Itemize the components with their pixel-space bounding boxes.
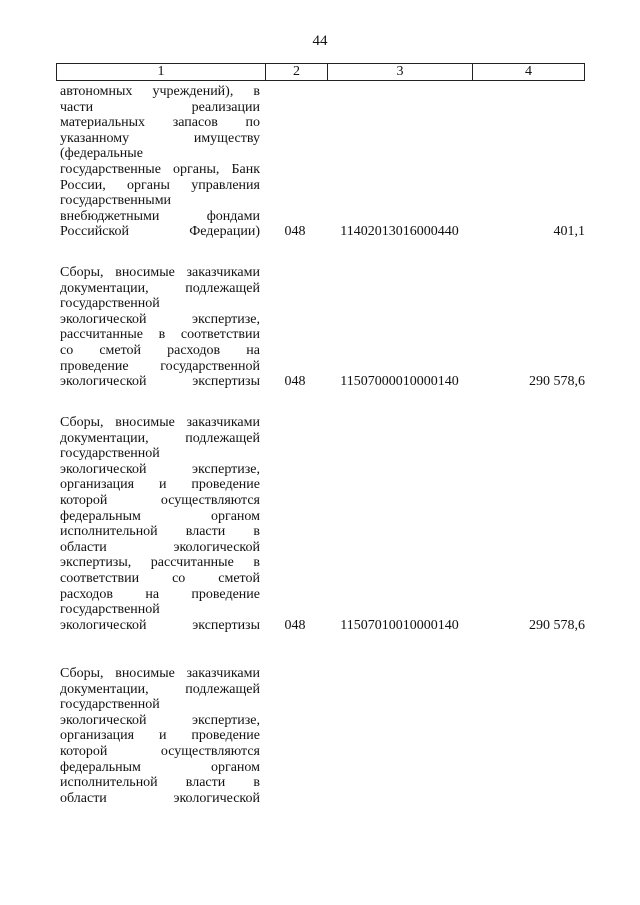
header-col-4: 4 (525, 64, 532, 79)
description-line: государственной (60, 602, 160, 618)
description-line: экологической экспертизе, (60, 311, 260, 327)
description-line: экспертизы, рассчитанные в (60, 555, 260, 571)
description-line: государственной (60, 446, 160, 462)
description-line: документации, подлежащей (60, 280, 260, 296)
description-line: государственными (60, 193, 172, 209)
description-line: области экологической (60, 539, 260, 555)
row-sum: 401,1 (553, 224, 585, 240)
description-line: проведение государственной (60, 358, 260, 374)
description-line: указанному имуществу (60, 130, 260, 146)
description-line: федеральным органом (60, 759, 260, 775)
description-line: со сметой расходов на (60, 342, 260, 358)
description-line: документации, подлежащей (60, 681, 260, 697)
row-sum: 290 578,6 (529, 617, 585, 633)
description-line: материальных запасов по (60, 115, 260, 131)
row-description (60, 265, 260, 390)
table-header (56, 63, 585, 81)
description-line: внебюджетными фондами (60, 208, 260, 224)
description-line: соответствии со сметой (60, 570, 260, 586)
description-line: которой осуществляются (60, 743, 260, 759)
description-line: Сборы, вносимые заказчиками (60, 415, 260, 430)
description-line: части реализации (60, 99, 260, 115)
description-line: государственной (60, 697, 160, 713)
description-line: Сборы, вносимые заказчиками (60, 666, 260, 681)
header-col-3: 3 (328, 64, 473, 80)
header-col-1: 1 (57, 64, 266, 80)
row-sum: 290 578,6 (529, 374, 585, 390)
description-line: государственной (60, 296, 160, 312)
description-line: автономных учреждений), в (60, 84, 260, 99)
header-col-2: 2 (266, 64, 328, 80)
description-line: экологической экспертизы (60, 617, 260, 633)
table-row (60, 415, 590, 633)
row-code: 048 (284, 617, 306, 633)
description-line: организация и проведение (60, 728, 260, 744)
description-line: документации, подлежащей (60, 430, 260, 446)
description-line: исполнительной власти в (60, 524, 260, 540)
description-line: России, органы управления (60, 177, 260, 193)
description-line: Сборы, вносимые заказчиками (60, 265, 260, 280)
row-code: 048 (284, 374, 306, 390)
page-number: 44 (312, 33, 328, 49)
row-description (60, 666, 260, 806)
row-description (60, 415, 260, 633)
description-line: области экологической (60, 790, 260, 806)
row-description (60, 84, 260, 240)
description-line: которой осуществляются (60, 492, 260, 508)
description-line: исполнительной власти в (60, 775, 260, 791)
description-line: расходов на проведение (60, 586, 260, 602)
description-line: Российской Федерации) (60, 224, 260, 240)
row-kbk: 11507010010000140 (340, 617, 459, 633)
description-line: экологической экспертизе, (60, 712, 260, 728)
row-kbk: 11507000010000140 (340, 374, 459, 390)
description-line: рассчитанные в соответствии (60, 327, 260, 343)
table-row (60, 265, 590, 390)
description-line: организация и проведение (60, 477, 260, 493)
description-line: (федеральные (60, 146, 143, 162)
description-line: экологической экспертизе, (60, 461, 260, 477)
description-line: государственные органы, Банк (60, 161, 260, 177)
table-row (60, 666, 590, 806)
row-kbk: 11402013016000440 (340, 224, 459, 240)
description-line: федеральным органом (60, 508, 260, 524)
table-row (60, 84, 590, 240)
row-code: 048 (284, 224, 306, 240)
description-line: экологической экспертизы (60, 374, 260, 390)
